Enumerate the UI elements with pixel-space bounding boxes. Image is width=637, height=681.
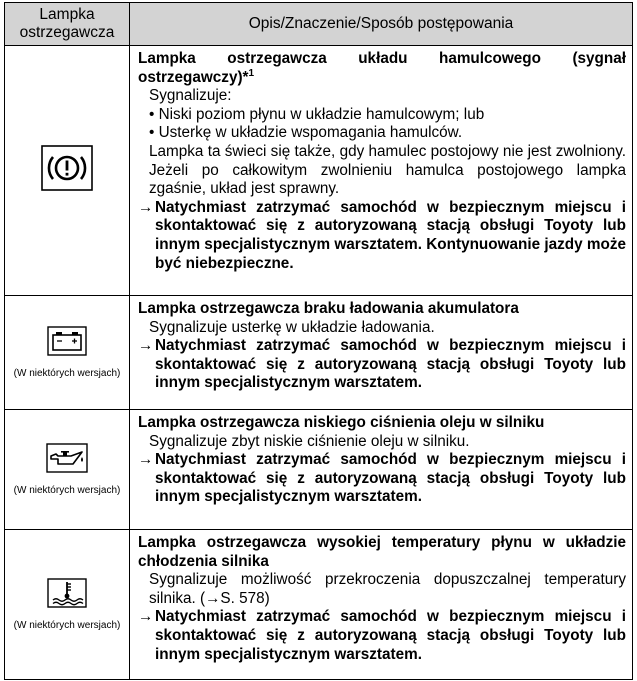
description-cell [130, 530, 633, 680]
row-title: Lampka ostrzegawcza wysokiej temperatury płynu w układzie chłodzenia silnika [138, 534, 626, 570]
icon-cell [5, 46, 130, 296]
action-instruction [138, 199, 626, 273]
table-row [5, 46, 633, 296]
version-note: (W niektórych wersjach) [13, 367, 121, 379]
oil-pressure-icon [46, 443, 88, 478]
description-line: Sygnalizuje: [149, 87, 232, 105]
footnote-ref: 1 [248, 67, 255, 79]
description-line: Sygnalizuje zbyt niskie ciśnienie oleju w silniku. [149, 432, 470, 450]
description-cell [130, 410, 633, 530]
arrow-icon: → [138, 198, 154, 216]
row-title: Lampka ostrzegawcza niskiego ciśnienia oleju w silniku [138, 414, 545, 431]
battery-icon [47, 326, 87, 361]
action-text: Natychmiast zatrzymać samochód w bezpiecznym miejscu i skontaktować się z autoryzowaną stacją obsługi Toyoty lub innym specjalistycznym warsztatem. [155, 337, 626, 392]
icon-cell [5, 530, 130, 680]
icon-cell [5, 410, 130, 530]
arrow-icon: → [138, 608, 154, 626]
header-warning-light: Lampka ostrzegawcza [5, 3, 130, 46]
action-text: Natychmiast zatrzymać samochód w bezpiecznym miejscu i skontaktować się z autoryzowaną stacją obsługi Toyoty lub innym specjalistycznym warsztatem. [155, 451, 626, 506]
table-header-row [5, 3, 633, 46]
action-text: Natychmiast zatrzymać samochód w bezpiecznym miejscu i skontaktować się z autoryzowaną stacją obsługi Toyoty lub innym specjalistycznym warsztatem. [155, 608, 626, 663]
brake-warning-icon [41, 145, 93, 196]
row-title: Lampka ostrzegawcza braku ładowania akumulatora [138, 300, 519, 317]
description-cell [130, 296, 633, 410]
title-text: Lampka ostrzegawcza układu hamulcowego (sygnał ostrzegawczy)* [138, 50, 626, 86]
table-row [5, 296, 633, 410]
description-paragraph: Sygnalizuje możliwość przekroczenia dopuszczalnej temperatury silnika. (→S. 578) [149, 571, 626, 607]
bullet-item: • Niski poziom płynu w układzie hamulcowym; lub [149, 105, 485, 123]
table-row [5, 530, 633, 680]
action-instruction [138, 451, 626, 507]
action-text: Natychmiast zatrzymać samochód w bezpiecznym miejscu i skontaktować się z autoryzowaną stacją obsługi Toyoty lub innym specjalistycznym warsztatem. Kontynuowanie jazdy może być niebezpieczne. [155, 198, 626, 272]
description-line: Sygnalizuje usterkę w układzie ładowania. [149, 318, 435, 336]
action-instruction [138, 608, 626, 664]
version-note: (W niektórych wersjach) [13, 619, 121, 631]
warning-lights-table [4, 2, 633, 680]
description-paragraph: Lampka ta świeci się także, gdy hamulec postojowy nie jest zwolniony. Jeżeli po całkowitym zwolnieniu hamulca postojowego lampka zgaśnie, układ jest sprawny. [149, 142, 626, 198]
icon-cell [5, 296, 130, 410]
row-title [138, 50, 626, 87]
header-description: Opis/Znaczenie/Sposób postępowania [130, 3, 633, 46]
description-cell [130, 46, 633, 296]
action-instruction [138, 337, 626, 393]
version-note: (W niektórych wersjach) [13, 484, 121, 496]
arrow-icon: → [138, 337, 154, 355]
bullet-item: • Usterkę w układzie wspomagania hamulców. [149, 124, 463, 142]
table-row [5, 410, 633, 530]
coolant-temperature-icon [47, 578, 87, 613]
arrow-icon: → [138, 451, 154, 469]
